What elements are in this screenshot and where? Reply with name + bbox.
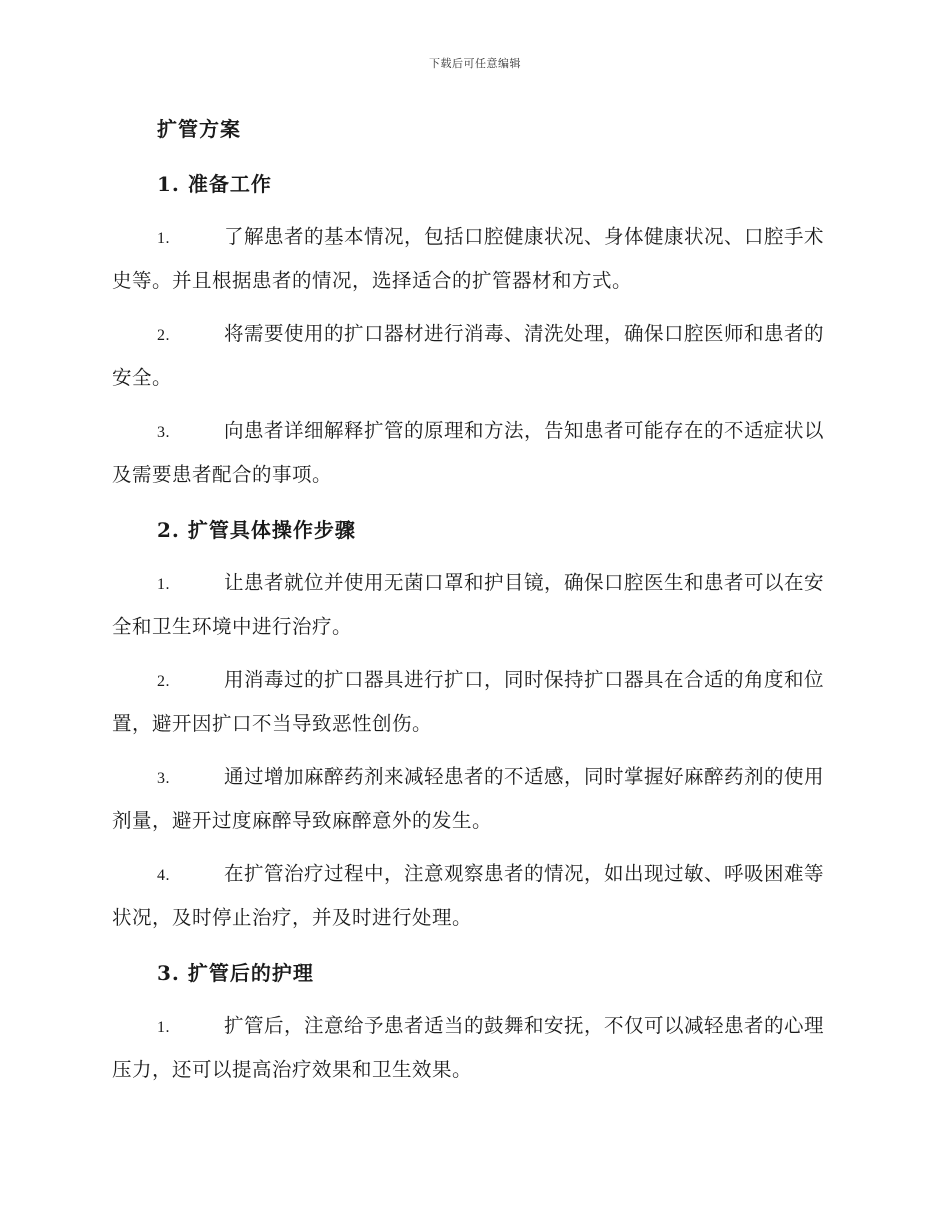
- document-title: 扩管方案: [157, 117, 241, 141]
- item-text: 了解患者的基本情况，包括口腔健康状况、身体健康状况、口腔手术史等。并且根据患者的情况，选择适合的扩管器材和方式。: [112, 225, 825, 292]
- list-item: [112, 562, 834, 648]
- list-item: [112, 216, 834, 302]
- item-number: 1.: [157, 230, 170, 247]
- item-text: 将需要使用的扩口器材进行消毒、清洗处理，确保口腔医师和患者的安全。: [112, 322, 825, 389]
- section-heading-preparation: 1. 准备工作: [157, 172, 272, 196]
- item-text: 通过增加麻醉药剂来减轻患者的不适感，同时掌握好麻醉药剂的使用剂量，避开过度麻醉导致麻醉意外的发生。: [112, 765, 825, 832]
- item-number: 3.: [157, 424, 170, 441]
- list-item: [112, 410, 834, 496]
- item-number: 1.: [157, 1019, 170, 1036]
- section-heading-aftercare: 3. 扩管后的护理: [157, 961, 314, 985]
- item-text: 向患者详细解释扩管的原理和方法，告知患者可能存在的不适症状以及需要患者配合的事项。: [112, 419, 825, 486]
- item-text: 用消毒过的扩口器具进行扩口，同时保持扩口器具在合适的角度和位置，避开因扩口不当导致恶性创伤。: [112, 668, 825, 735]
- list-item: [112, 313, 834, 399]
- list-item: [112, 853, 834, 939]
- item-number: 4.: [157, 867, 170, 884]
- list-item: [112, 1005, 834, 1091]
- section-heading-procedure: 2. 扩管具体操作步骤: [157, 518, 356, 542]
- item-number: 1.: [157, 576, 170, 593]
- list-item: [112, 659, 834, 745]
- item-number: 3.: [157, 770, 170, 787]
- item-number: 2.: [157, 673, 170, 690]
- list-item: [112, 756, 834, 842]
- header-note: 下载后可任意编辑: [429, 57, 521, 70]
- item-text: 扩管后，注意给予患者适当的鼓舞和安抚，不仅可以减轻患者的心理压力，还可以提高治疗效果和卫生效果。: [112, 1014, 825, 1081]
- item-text: 让患者就位并使用无菌口罩和护目镜，确保口腔医生和患者可以在安全和卫生环境中进行治疗。: [112, 571, 825, 638]
- item-text: 在扩管治疗过程中，注意观察患者的情况，如出现过敏、呼吸困难等状况，及时停止治疗，并及时进行处理。: [112, 862, 825, 929]
- item-number: 2.: [157, 327, 170, 344]
